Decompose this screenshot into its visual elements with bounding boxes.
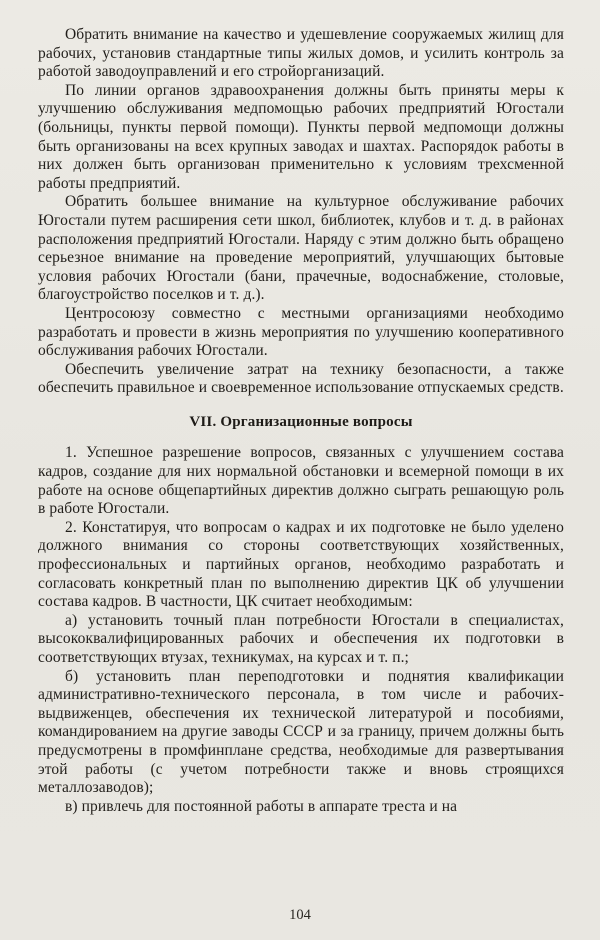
paragraph: Центросоюзу совместно с местными организациями необходимо разработать и провести в жизнь мероприятия по улучшению кооперативного обслуживания рабочих Югостали. xyxy=(38,304,564,360)
paragraph: 1. Успешное разрешение вопросов, связанных с улучшением состава кадров, создание для них нормальной обстановки и всемерной помощи в их работе на основе общепартийных директив должно сыграть решающую роль в работе Югостали. xyxy=(38,444,564,518)
paragraph: 2. Констатируя, что вопросам о кадрах и их подготовке не было уделено должного внимания со стороны соответствующих хозяйственных, профессиональных и партийных органов, необходимо разработать и согласовать конкретный план по выполнению директив ЦК об улучшении состава кадров. В частности, ЦК считает необходимым: xyxy=(38,518,564,611)
paragraph: По линии органов здравоохранения должны быть приняты меры к улучшению обслуживания медпомощью рабочих предприятий Югостали (больницы, пункты первой помощи). Пункты первой медпомощи должны быть организованы на всех крупных заводах и шахтах. Распорядок работы в них должен быть организован применительно к условиям трехсменной работы предприятий. xyxy=(38,81,564,192)
section-heading: VII. Организационные вопросы xyxy=(189,413,413,430)
paragraph: б) установить план переподготовки и поднятия квалификации административно-технического персонала, в том числе и рабочих-выдвиженцев, обеспечения их технической литературой и пособиями, командированием на другие заводы СССР и за границу, причем должны быть предусмотрены в промфинплане средства, необходимые для развертывания этой работы (с учетом потребности также и вновь строящихся металлозаводов); xyxy=(38,667,564,797)
paragraph: Обеспечить увеличение затрат на технику безопасности, а также обеспечить правильное и своевременное использование отпускаемых средств. xyxy=(38,360,564,397)
paragraph: а) установить точный план потребности Югостали в специалистах, высококвалифицированных рабочих и обеспечения их подготовки в соответствующих втузах, техникумах, на курсах и т. п.; xyxy=(38,611,564,666)
paragraph: в) привлечь для постоянной работы в аппарате треста и на xyxy=(65,797,458,815)
paragraph: Обратить внимание на качество и удешевление сооружаемых жилищ для рабочих, установив стандартные типы жилых домов, и усилить контроль за работой заводоуправлений и его стройорганизаций. xyxy=(38,26,564,81)
page-number: 104 xyxy=(289,907,311,923)
paragraph: Обратить большее внимание на культурное обслуживание рабочих Югостали путем расширения сети школ, библиотек, клубов и т. д. в районах расположения предприятий Югостали. Наряду с этим должно быть обращено серьезное внимание на проведение мероприятий, улучшающих бытовые условия рабочих Югостали (бани, прачечные, водоснабжение, столовые, благоустройство поселков и т. д.). xyxy=(38,193,564,304)
